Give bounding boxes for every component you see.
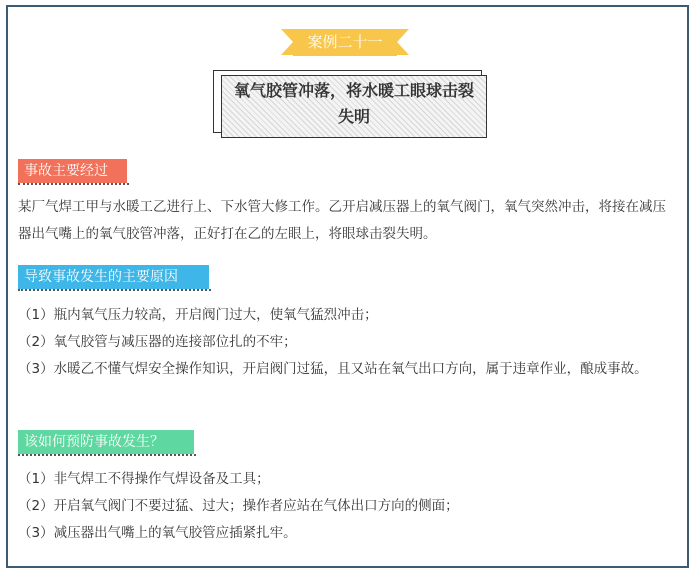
- accident-paragraph: 某厂气焊工甲与水暖工乙进行上、下水管大修工作。乙开启减压器上的氧气阀门，氧气突然冲击，将接在减压器出气嘴上的氧气胶管冲落，正好打在乙的左眼上，将眼球击裂失明。: [18, 199, 666, 242]
- cause-item-1: （1）瓶内氧气压力较高，开启阀门过大，使氧气猛烈冲击；: [18, 307, 378, 323]
- cause-item-2: （2）氧气胶管与减压器的连接部位扎的不牢；: [18, 334, 297, 350]
- prevention-item-2: （2）开启氧气阀门不要过猛、过大；操作者应站在气体出口方向的侧面；: [18, 498, 459, 514]
- section-heading-prevention: 该如何预防事故发生？: [18, 430, 194, 454]
- case-ribbon: [281, 29, 409, 56]
- section-heading-accident: 事故主要经过: [18, 159, 127, 183]
- section-heading-causes: 导致事故发生的主要原因: [18, 265, 209, 289]
- prevention-item-1: （1）非气焊工不得操作气焊设备及工具；: [18, 471, 270, 487]
- section-divider: [18, 454, 196, 456]
- cause-item-3: （3）水暖乙不懂气焊安全操作知识，开启阀门过猛，且又站在氧气出口方向，属于违章作业，酿成事故。: [18, 361, 648, 377]
- case-label: 案例二十一: [307, 33, 383, 51]
- section-divider: [18, 289, 211, 291]
- page-title: 氧气胶管冲落，将水暖工眼球击裂失明: [233, 81, 474, 126]
- section-divider: [18, 183, 129, 185]
- prevention-item-3: （3）减压器出气嘴上的氧气胶管应插紧扎牢。: [18, 525, 297, 541]
